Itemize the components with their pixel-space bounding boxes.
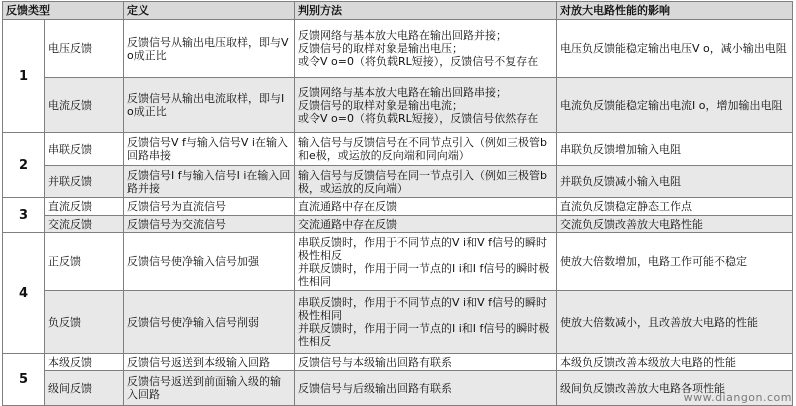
definition-cell: 反馈信号从输出电流取样，即与I o成正比 bbox=[124, 78, 295, 133]
method-text: 反馈网络与基本放大电路在输出回路串接； 反馈信号的取样对象是输出电流； 或令V o=0（将负载RL短接），反馈信号依然存在 bbox=[298, 85, 539, 125]
feedback-type: 直流反馈 bbox=[45, 198, 124, 216]
table-row bbox=[3, 20, 793, 78]
definition-cell: 反馈信号V f与输入信号V i在输入回路串接 bbox=[124, 133, 295, 166]
method-text: 串联反馈时，作用于不同节点的V i和V f信号的瞬时极性相同 并联反馈时，作用于同一节点的I i和I f信号的瞬时极性相反 bbox=[298, 296, 550, 348]
table-header-row bbox=[3, 2, 793, 20]
effect-cell: 直流负反馈稳定静态工作点 bbox=[557, 198, 793, 216]
definition-cell: 反馈信号返送到本级输入回路 bbox=[124, 354, 295, 371]
effect-cell: 级间负反馈改善放大电路各项性能 bbox=[557, 371, 793, 406]
method-cell: 直流通路中存在反馈 bbox=[295, 198, 557, 216]
header-definition: 定义 bbox=[124, 2, 295, 20]
group-number: 2 bbox=[3, 133, 45, 198]
feedback-type: 电压反馈 bbox=[45, 20, 124, 78]
table-row bbox=[3, 78, 793, 133]
method-cell: 输入信号与反馈信号在同一节点引入（例如三极管b极，或运放的反向端） bbox=[295, 166, 557, 198]
definition-cell: 反馈信号从输出电压取样，即与V o成正比 bbox=[124, 20, 295, 78]
effect-cell: 电流负反馈能稳定输出电流I o，增加输出电阻 bbox=[557, 78, 793, 133]
effect-cell: 使放大倍数增加，电路工作可能不稳定 bbox=[557, 233, 793, 291]
definition-cell: 反馈信号返送到前面输入级的输入回路 bbox=[124, 371, 295, 406]
definition-cell: 反馈信号使净输入信号削弱 bbox=[124, 291, 295, 354]
definition-cell: 反馈信号为交流信号 bbox=[124, 216, 295, 233]
table-row bbox=[3, 198, 793, 216]
method-text: 串联反馈时，作用于不同节点的V i和V f信号的瞬时极性相反 并联反馈时，作用于同一节点的I i和I f信号的瞬时极性相同 bbox=[298, 235, 550, 288]
method-text: 反馈网络与基本放大电路在输出回路并接； 反馈信号的取样对象是输出电压； 或令V o=0（将负载RL短接），反馈信号不复存在 bbox=[298, 29, 539, 68]
method-cell bbox=[295, 291, 557, 354]
group-number: 5 bbox=[3, 354, 45, 406]
effect-cell: 电压负反馈能稳定输出电压V o，减小输出电阻 bbox=[557, 20, 793, 78]
definition-cell: 反馈信号I f与输入信号I i在输入回路并接 bbox=[124, 166, 295, 198]
method-cell bbox=[295, 233, 557, 291]
table-row bbox=[3, 133, 793, 166]
method-cell bbox=[295, 20, 557, 78]
feedback-types-table bbox=[2, 1, 793, 406]
definition-cell: 反馈信号为直流信号 bbox=[124, 198, 295, 216]
definition-cell: 反馈信号使净输入信号加强 bbox=[124, 233, 295, 291]
effect-cell: 交流负反馈改善放大电路性能 bbox=[557, 216, 793, 233]
group-number: 4 bbox=[3, 233, 45, 354]
table-row bbox=[3, 291, 793, 354]
method-cell: 输入信号与反馈信号在不同节点引入（例如三极管b和e极，或运放的反向端和同向端） bbox=[295, 133, 557, 166]
feedback-type: 并联反馈 bbox=[45, 166, 124, 198]
method-cell: 反馈信号与后级输出回路有联系 bbox=[295, 371, 557, 406]
effect-cell: 并联负反馈减小输入电阻 bbox=[557, 166, 793, 198]
feedback-type: 级间反馈 bbox=[45, 371, 124, 406]
method-cell: 反馈信号与本级输出回路有联系 bbox=[295, 354, 557, 371]
header-method: 判别方法 bbox=[295, 2, 557, 20]
effect-cell: 使放大倍数减小，且改善放大电路的性能 bbox=[557, 291, 793, 354]
header-feedback-type: 反馈类型 bbox=[3, 2, 124, 20]
feedback-type: 负反馈 bbox=[45, 291, 124, 354]
group-number: 1 bbox=[3, 20, 45, 133]
table-row bbox=[3, 216, 793, 233]
table-row bbox=[3, 371, 793, 406]
table-row bbox=[3, 354, 793, 371]
feedback-type: 本级反馈 bbox=[45, 354, 124, 371]
feedback-type: 正反馈 bbox=[45, 233, 124, 291]
method-cell bbox=[295, 78, 557, 133]
feedback-type: 交流反馈 bbox=[45, 216, 124, 233]
group-number: 3 bbox=[3, 198, 45, 233]
header-effect: 对放大电路性能的影响 bbox=[557, 2, 793, 20]
table-row bbox=[3, 233, 793, 291]
effect-cell: 本级负反馈改善本级放大电路的性能 bbox=[557, 354, 793, 371]
method-cell: 交流通路中存在反馈 bbox=[295, 216, 557, 233]
effect-cell: 串联负反馈增加输入电阻 bbox=[557, 133, 793, 166]
feedback-type: 串联反馈 bbox=[45, 133, 124, 166]
watermark: www.diangon.com bbox=[683, 391, 792, 404]
feedback-type: 电流反馈 bbox=[45, 78, 124, 133]
table-row bbox=[3, 166, 793, 198]
